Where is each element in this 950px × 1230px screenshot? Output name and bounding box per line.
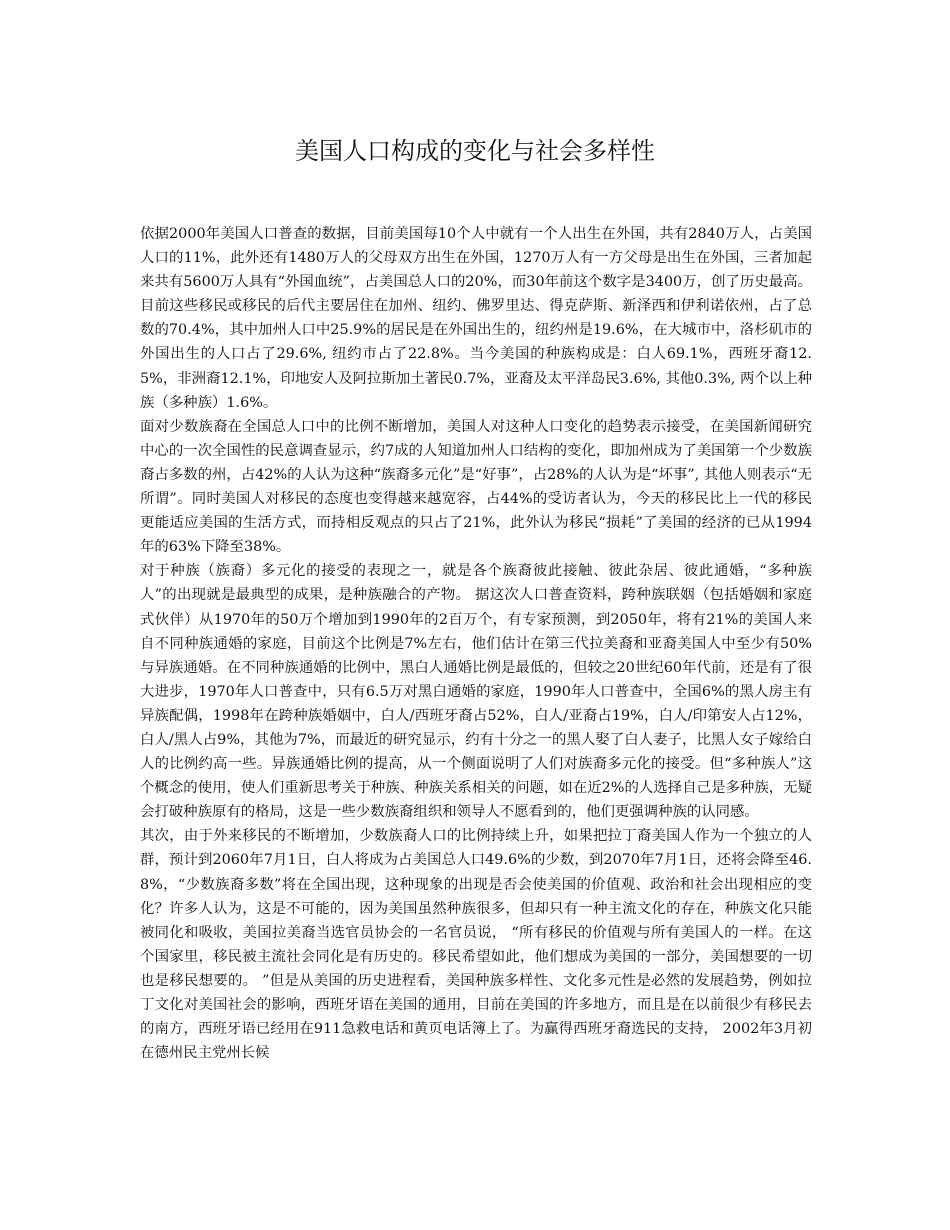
- document-body: [140, 222, 812, 1065]
- paragraph-census-data: 依据2000年美国人口普查的数据，目前美国每10个人中就有一个人出生在外国，共有2840万人，占美国人口的11%，此外还有1480万人的父母双方出生在外国，1270万人有一方父母是出生在外国，三者加起来共有5600万人具有“外国血统”，占美国总人口的20%，而30年前这个数字是3400万，创了历史最高。目前这些移民或移民的后代主要居住在加州、纽约、佛罗里达、得克萨斯、新泽西和伊利诺依州，占了总数的70.4%，其中加州人口中25.9%的居民是在外国出生的，纽约州是19.6%，在大城市中，洛杉矶市的外国出生的人口占了29.6%, 纽约市占了22.8%。当今美国的种族构成是：白人69.1%，西班牙裔12.5%，非洲裔12.1%，印地安人及阿拉斯加土著民0.7%，亚裔及太平洋岛民3.6%, 其他0.3%, 两个以上种族（多种族）1.6%。: [140, 226, 812, 411]
- paragraph-interracial-marriage: 对于种族（族裔）多元化的接受的表现之一，就是各个族裔彼此接触、彼此杂居、彼此通婚，“多种族人”的出现就是最典型的成果，是种族融合的产物。 据这次人口普查资料，跨种族联姻（包括婚姻和家庭式伙伴）从1970年的50万个增加到1990年的2百万个，有专家预测，到2050年，将有21%的美国人来自不同种族通婚的家庭，目前这个比例是7%左右，他们估计在第三代拉美裔和亚裔美国人中至少有50%与异族通婚。在不同种族通婚的比例中，黑白人通婚比例是最低的，但较之20世纪60年代前，还是有了很大进步，1970年人口普查中，只有6.5万对黑白通婚的家庭，1990年人口普查中，全国6%的黑人房主有异族配偶，1998年在跨种族婚姻中，白人/西班牙裔占52%，白人/亚裔占19%，白人/印第安人占12%，白人/黑人占9%，其他为7%，而最近的研究显示，约有十分之一的黑人娶了白人妻子，比黑人女子嫁给白人的比例约高一些。异族通婚比例的提高，从一个侧面说明了人们对族裔多元化的接受。但“多种族人”这个概念的使用，使人们重新思考关于种族、种族关系相关的问题，如在近2%的人选择自己是多种族，无疑会打破种族原有的格局，这是一些少数族裔组织和领导人不愿看到的，他们更强调种族的认同感。: [140, 563, 812, 821]
- paragraph-minority-majority: 其次，由于外来移民的不断增加，少数族裔人口的比例持续上升，如果把拉丁裔美国人作为一个独立的人群，预计到2060年7月1日，白人将成为占美国总人口49.6%的少数，到2070年7月1日，还将会降至46.8%，“少数族裔多数”将在全国出现，这种现象的出现是否会使美国的价值观、政治和社会出现相应的变化？许多人认为，这是不可能的，因为美国虽然种族很多，但却只有一种主流文化的存在，种族文化只能被同化和吸收，美国拉美裔当选官员协会的一名官员说， “所有移民的价值观与所有美国人的一样。在这个国家里，移民被主流社会同化是有历史的。移民希望如此，他们想成为美国的一部分，美国想要的一切也是移民想要的。 ”但是从美国的历史进程看，美国种族多样性、文化多元性是必然的发展趋势，例如拉丁文化对美国社会的影响，西班牙语在美国的通用，目前在美国的许多地方，而且是在以前很少有移民去的南方，西班牙语已经用在911急救电话和黄页电话簿上了。为赢得西班牙裔选民的支持， 2002年3月初在德州民主党州长候: [140, 828, 812, 1062]
- paragraph-public-attitude: 面对少数族裔在全国总人口中的比例不断增加，美国人对这种人口变化的趋势表示接受，在美国新闻研究中心的一次全国性的民意调查显示，约7成的人知道加州人口结构的变化，即加州成为了美国第一个少数族裔占多数的州，占42%的人认为这种“族裔多元化”是“好事”，占28%的人认为是“坏事”, 其他人则表示“无所谓”。同时美国人对移民的态度也变得越来越宽容，占44%的受访者认为，今天的移民比上一代的移民更能适应美国的生活方式，而持相反观点的只占了21%，此外认为移民“损耗”了美国的经济的已从1994年的63%下降至38%。: [140, 418, 812, 556]
- document-title: 美国人口构成的变化与社会多样性: [295, 137, 655, 165]
